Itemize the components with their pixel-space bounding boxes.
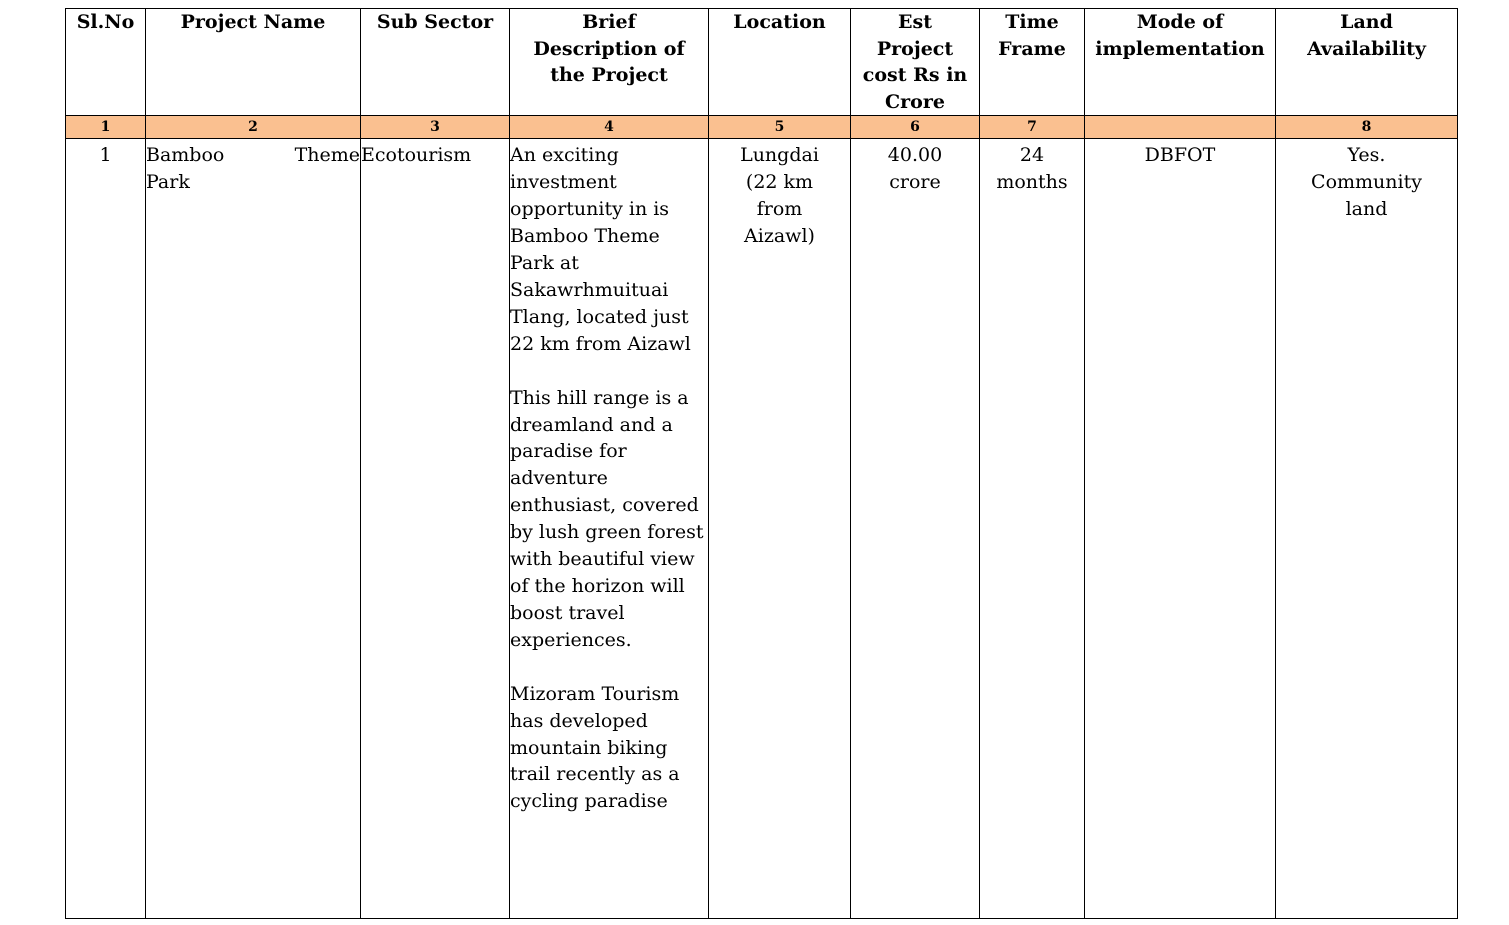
table-row: [66, 139, 1458, 919]
column-number: 3: [361, 116, 510, 139]
column-number: 5: [709, 116, 851, 139]
header-sl-no: Sl.No: [66, 9, 146, 116]
project-table: [65, 8, 1458, 919]
header-description: Brief Description of the Project: [510, 9, 709, 116]
column-number: 7: [980, 116, 1085, 139]
header-time-frame: Time Frame: [980, 9, 1085, 116]
column-number: 2: [146, 116, 361, 139]
header-location: Location: [709, 9, 851, 116]
column-number: 8: [1276, 116, 1458, 139]
header-sub-sector: Sub Sector: [361, 9, 510, 116]
project-name: Bamboo Theme Park: [146, 144, 360, 194]
sub-sector-cell: Ecotourism: [361, 139, 510, 919]
cost-cell: 40.00 crore: [851, 139, 980, 919]
project-name-cell: [146, 139, 361, 919]
column-number: 1: [66, 116, 146, 139]
header-mode: Mode of implementation: [1085, 9, 1276, 116]
description-paragraph: Mizoram Tourism has developed mountain biking trail recently as a cycling paradise: [510, 682, 680, 813]
mode-cell: DBFOT: [1085, 139, 1276, 919]
header-land: Land Availability: [1276, 9, 1458, 116]
column-number: 6: [851, 116, 980, 139]
sl-no-cell: 1: [66, 139, 146, 919]
description-paragraph: An exciting investment opportunity in is Bamboo Theme Park at Sakawrhmuituai Tlang, located just 22 km from Aizawl: [510, 144, 691, 355]
location-cell: Lungdai (22 km from Aizawl): [709, 139, 851, 919]
land-cell: Yes. Community land: [1276, 139, 1458, 919]
description-paragraph: This hill range is a dreamland and a paradise for adventure enthusiast, covered by lush green forest with beautiful view of the horizon will boost travel experiences.: [510, 386, 704, 651]
header-project-name: Project Name: [146, 9, 361, 116]
column-number: [1085, 116, 1276, 139]
header-est-cost: Est Project cost Rs in Crore: [851, 9, 980, 116]
description-cell: [510, 139, 709, 919]
header-row: [66, 9, 1458, 116]
column-number: 4: [510, 116, 709, 139]
column-number-row: [66, 116, 1458, 139]
time-frame-cell: 24 months: [980, 139, 1085, 919]
